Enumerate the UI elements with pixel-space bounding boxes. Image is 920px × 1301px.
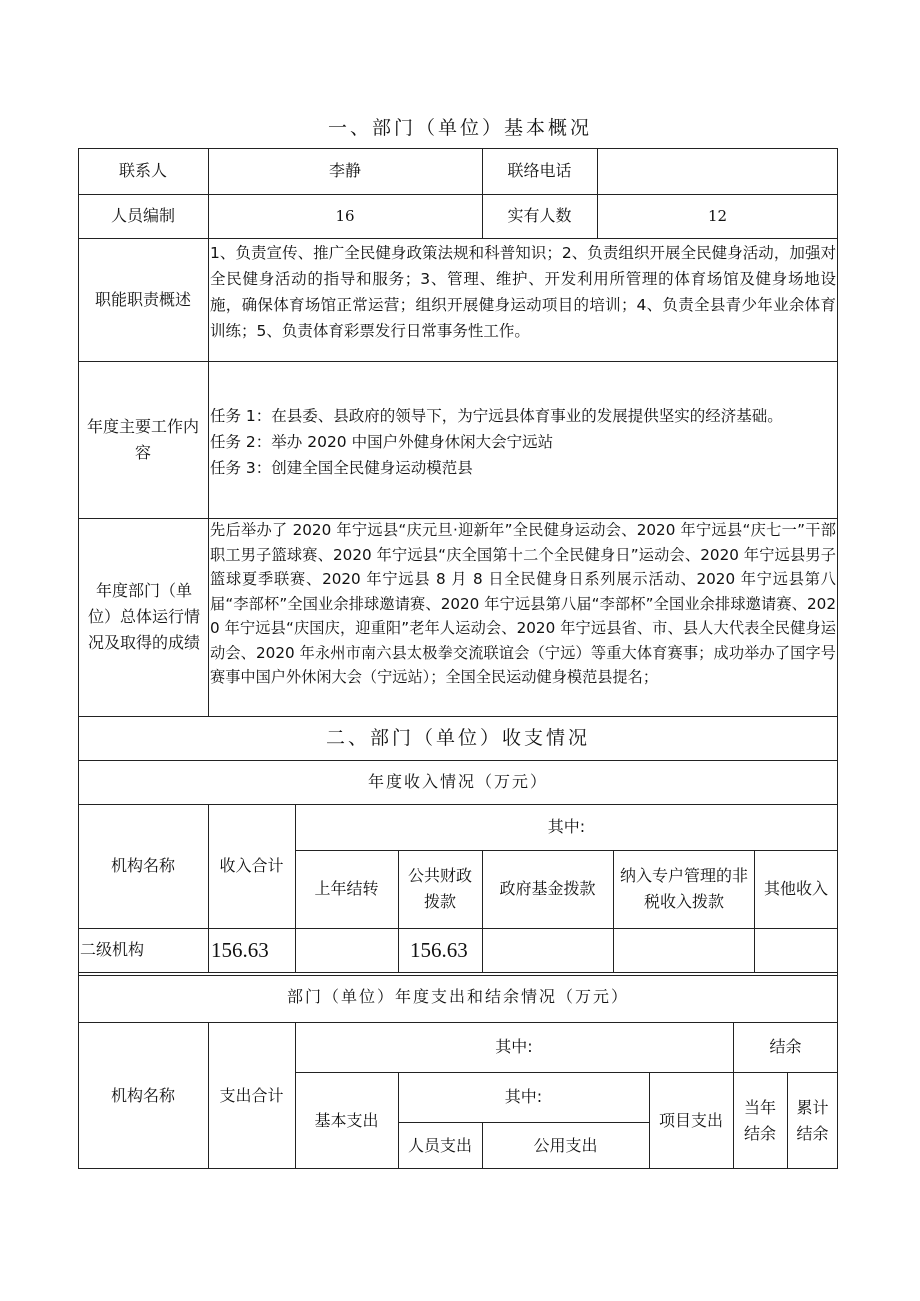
col-special-account: 纳入专户管理的非税收入拨款 [619,866,748,911]
task-item: 任务 1：在县委、县政府的领导下，为宁远县体育事业的发展提供坚实的经济基础。 [210,407,783,425]
col-other: 其他收入 [763,879,828,898]
section2-title: 二、部门（单位）收支情况 [325,727,590,749]
task-item: 任务 3：创建全国全民健身运动模范县 [210,459,473,477]
income-title: 年度收入情况（万元） [367,772,548,791]
divider [398,850,399,972]
income-row-gov-fund [482,928,613,972]
income-of-which: 其中: [547,817,586,836]
actual-label: 实有人数 [507,206,572,225]
expense-balance-header: 结余 [769,1037,802,1056]
expense-of-which: 其中: [495,1037,533,1056]
work-label: 年度主要工作内容 [86,416,199,462]
task-list [210,403,840,481]
staff-value: 16 [335,207,355,225]
phone-label: 联络电话 [507,161,572,180]
personnel-expense-header: 人员支出 [407,1135,472,1155]
divider [787,1072,788,1169]
income-total-header: 收入合计 [219,856,284,875]
expense-total-header: 支出合计 [219,1085,284,1105]
expense-org-header: 机构名称 [110,1085,175,1105]
contact-label: 联系人 [118,161,167,180]
income-row-carryover [295,928,398,972]
contact-value: 李静 [328,161,361,180]
basic-expense-header: 基本支出 [314,1110,379,1130]
col-carryover: 上年结转 [314,879,379,898]
income-org-header: 机构名称 [110,856,175,875]
phone-value [597,148,838,194]
project-expense-header: 项目支出 [658,1110,723,1130]
public-use-expense-header: 公用支出 [533,1135,598,1155]
section1-title: 一、部门（单位）基本概况 [327,117,592,139]
expense-title: 部门（单位）年度支出和结余情况（万元） [286,987,629,1006]
income-row-total: 156.63 [211,938,269,962]
task-item: 任务 2：举办 2020 中国户外健身休闲大会宁远站 [210,433,554,451]
income-row-org: 二级机构 [80,940,145,959]
results-label: 年度部门（单位）总体运行情况及取得的成绩 [87,581,200,652]
basic-of-which: 其中: [504,1087,543,1106]
cumulative-balance-header: 累计结余 [796,1097,829,1143]
actual-value: 12 [707,207,728,225]
income-row-special-account [613,928,754,972]
current-balance-header: 当年结余 [743,1097,776,1143]
col-public-finance: 公共财政拨款 [407,866,472,911]
income-row-public-finance: 156.63 [410,938,468,962]
col-gov-fund: 政府基金拨款 [499,879,596,898]
income-row-other [754,928,838,972]
duties-label: 职能职责概述 [94,289,191,309]
staff-label: 人员编制 [110,206,175,225]
duties-text: 1、负责宣传、推广全民健身政策法规和科普知识；2、负责组织开展全民健身活动，加强对全民健身活动的指导和服务；3、管理、维护、开发利用所管理的体育场馆及健身场地设施，确保体育场馆正常运营；组织开展健身运动项目的培训；4、负责全县青少年业余体育训练；5、负责体育彩票发行日常事务性工作。 [210,244,836,340]
results-text: 先后举办了 2020 年宁远县“庆元旦·迎新年”全民健身运动会、2020 年宁远县“庆七一”干部职工男子篮球赛、2020 年宁远县“庆全国第十二个全民健身日”运动会、2020 年宁远县男子篮球夏季联赛、2020 年宁远县 8 月 8 日全民健身日系列展示活动、2020 年宁远县第八届“李部杯”全国业余排球邀请赛、2020 年宁远县第八届“李部杯”全国业余排球邀请赛、2020 年宁远县“庆国庆，迎重阳”老年人运动会、2020 年宁远县省、市、县人大代表全民健身运动会、2020 年永州市南六县太极拳交流联谊会（宁远）等重大体育赛事；成功举办了国字号赛事中国户外休闲大会（宁远站）；全国全民运动健身模范县提名； [210,521,836,686]
